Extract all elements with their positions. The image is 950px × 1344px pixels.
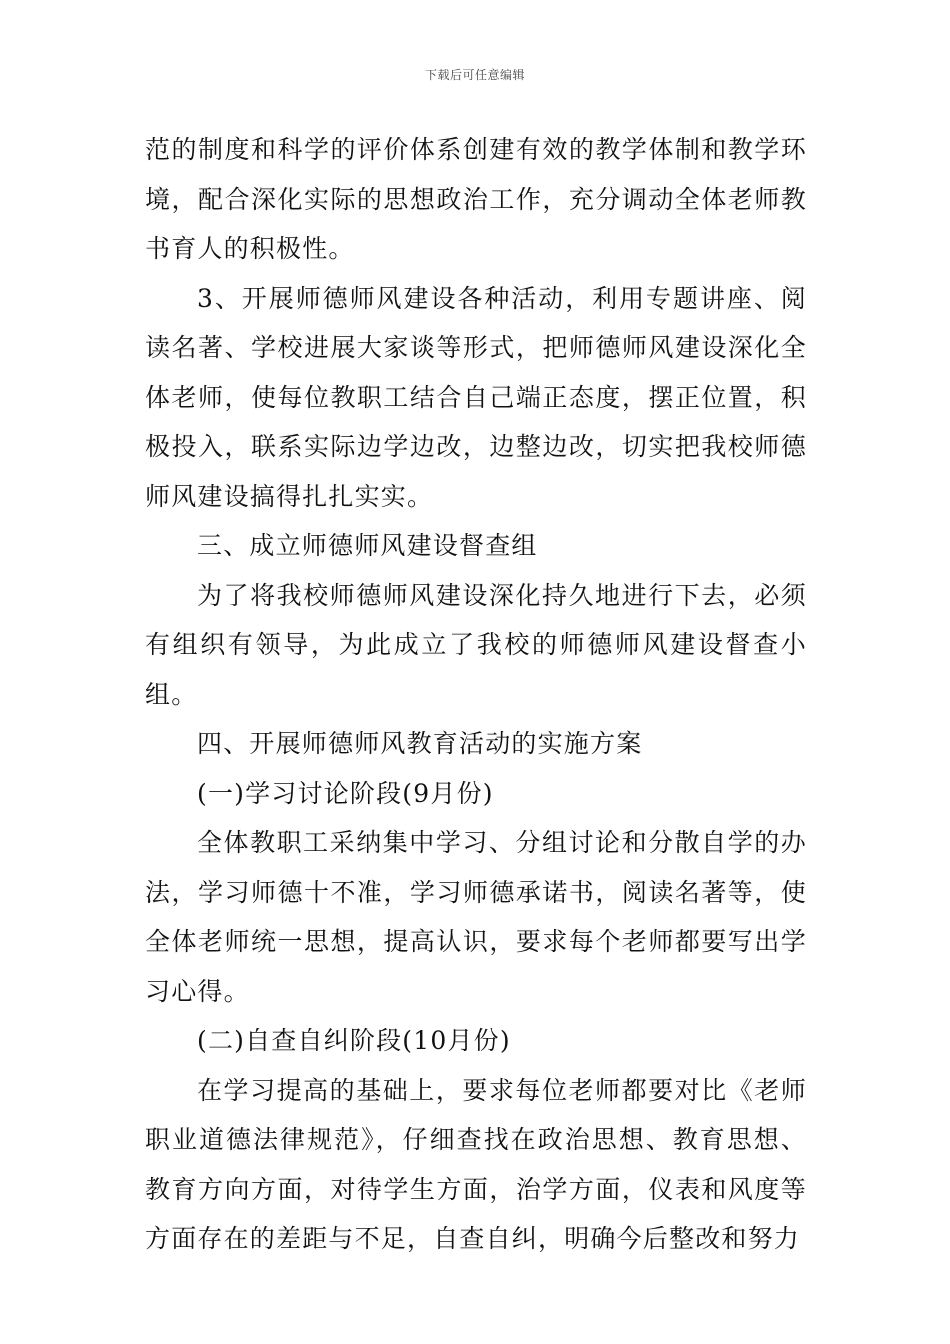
page-header: 下载后可任意编辑 xyxy=(424,68,525,82)
subsection-heading: (一)学习讨论阶段(9月份) xyxy=(197,778,494,808)
paragraph: 全体教职工采纳集中学习、分组讨论和分散自学的办法，学习师德十不准，学习师德承诺书，阅读名著等，使全体老师统一思想，提高认识，要求每个老师都要写出学习心得。 xyxy=(145,828,807,1006)
paragraph: 范的制度和科学的评价体系创建有效的教学体制和教学环境，配合深化实际的思想政治工作，充分调动全体老师教书育人的积极性。 xyxy=(145,135,807,263)
subsection-heading: (二)自查自纠阶段(10月份) xyxy=(197,1026,511,1055)
document-body xyxy=(145,125,807,1264)
section-heading: 三、成立师德师风建设督查组 xyxy=(197,531,538,560)
paragraph: 3、开展师德师风建设各种活动，利用专题讲座、阅读名著、学校进展大家谈等形式，把师德师风建设深化全体老师，使每位教职工结合自己端正态度，摆正位置，积极投入，联系实际边学边改，边整边改，切实把我校师德师风建设搞得扎扎实实。 xyxy=(145,283,807,511)
section-heading: 四、开展师德师风教育活动的实施方案 xyxy=(197,729,643,758)
paragraph: 在学习提高的基础上，要求每位老师都要对比《老师职业道德法律规范》，仔细查找在政治思想、教育思想、教育方向方面，对待学生方面，治学方面，仪表和风度等方面存在的差距与不足，自查自纠，明确今后整改和努力 xyxy=(145,1075,807,1253)
paragraph: 为了将我校师德师风建设深化持久地进行下去，必须有组织有领导，为此成立了我校的师德师风建设督查小组。 xyxy=(145,580,807,709)
